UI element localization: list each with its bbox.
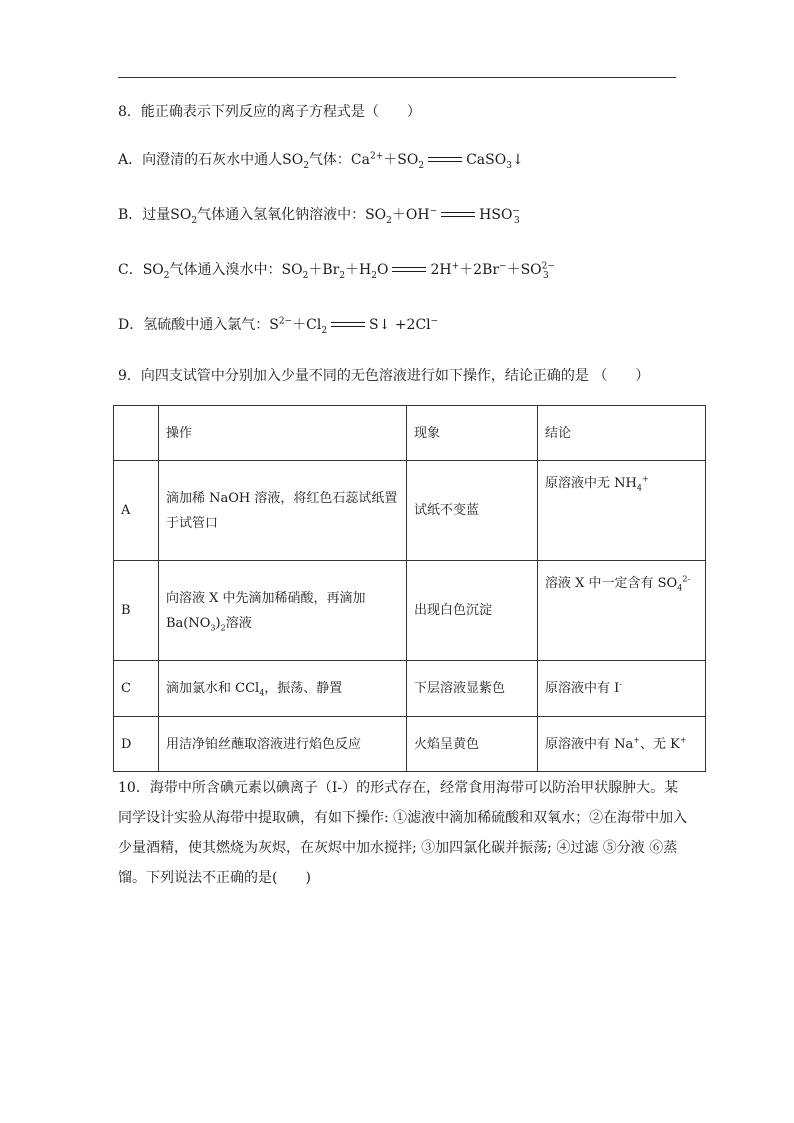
cell-operation: 用洁净铂丝蘸取溶液进行焰色反应 bbox=[159, 717, 407, 772]
header-cell-phenomenon: 现象 bbox=[407, 406, 538, 461]
cell-phenomenon: 火焰呈黄色 bbox=[407, 717, 538, 772]
cell-operation: 向溶液 X 中先滴加稀硝酸，再滴加 $Ba(NO_3)_2$溶液 bbox=[159, 561, 407, 661]
table-row bbox=[114, 661, 706, 717]
equals-sign bbox=[392, 265, 426, 275]
header-cell-conclusion: 结论 bbox=[538, 406, 706, 461]
q8-option-a: A．向澄清的石灰水中通人$SO_2$气体：$Ca^{2+}+SO_2$ CaSO$_3$↓ bbox=[118, 151, 524, 171]
cell-conclusion: 原溶液中有 Na+、无 K+ bbox=[538, 717, 706, 772]
q8-option-d: D．氢硫酸中通入氯气：$S^{2-}+Cl_2$ S↓ +2Cl− bbox=[118, 316, 439, 336]
q10-paragraph: 10．海带中所含碘元素以碘离子（I-）的形式存在，经常食用海带可以防治甲状腺肿大。某同学设计实验从海带中提取碘，有如下操作: ①滤液中滴加稀硫酸和双氧水；②在海带中加入少量酒精，使其燃烧为灰烬，在灰烬中加水搅拌; ③加四氯化碳并振荡; ④过滤 ⑤分液 ⑥蒸馏。下列说法不正确的是( ) bbox=[118, 780, 688, 886]
table-row bbox=[114, 461, 706, 561]
header-rule bbox=[118, 77, 676, 78]
cell-conclusion: 溶液 X 中一定含有 $SO_4^{2-}$ bbox=[538, 561, 706, 661]
table-row bbox=[114, 561, 706, 661]
cell-conclusion: 原溶液中有 I- bbox=[538, 661, 706, 717]
table-header-row bbox=[114, 406, 706, 461]
cell-conclusion: 原溶液中无 $NH_4^+$ bbox=[538, 461, 706, 561]
equals-sign bbox=[428, 155, 462, 165]
row-label: D bbox=[114, 717, 159, 772]
row-label: B bbox=[114, 561, 159, 661]
table-row bbox=[114, 717, 706, 772]
q8-option-b: B．过量$SO_2$气体通入氢氧化钠溶液中：$SO_2+OH^-$ $HSO^-_3$ bbox=[118, 206, 520, 226]
row-label: C bbox=[114, 661, 159, 717]
q8-option-c: C．$SO_2$气体通入溴水中：$SO_2+Br_2+H_2O$ $2H^++2Br^-+SO^{2-}_3$ bbox=[118, 261, 555, 281]
cell-phenomenon: 下层溶液显紫色 bbox=[407, 661, 538, 717]
equals-sign bbox=[441, 210, 475, 220]
cell-phenomenon: 试纸不变蓝 bbox=[407, 461, 538, 561]
q9-stem: 9．向四支试管中分别加入少量不同的无色溶液进行如下操作，结论正确的是 （ ） bbox=[118, 368, 650, 384]
header-cell-operation: 操作 bbox=[159, 406, 407, 461]
header-cell-empty bbox=[114, 406, 159, 461]
equals-sign bbox=[331, 320, 365, 330]
cell-operation: 滴加稀 NaOH 溶液，将红色石蕊试纸置于试管口 bbox=[159, 461, 407, 561]
cell-operation: 滴加氯水和 CCl$_4$，振荡、静置 bbox=[159, 661, 407, 717]
cell-phenomenon: 出现白色沉淀 bbox=[407, 561, 538, 661]
q8-stem: 8．能正确表示下列反应的离子方程式是（ ） bbox=[118, 104, 421, 120]
row-label: A bbox=[114, 461, 159, 561]
experiment-table bbox=[113, 405, 706, 772]
